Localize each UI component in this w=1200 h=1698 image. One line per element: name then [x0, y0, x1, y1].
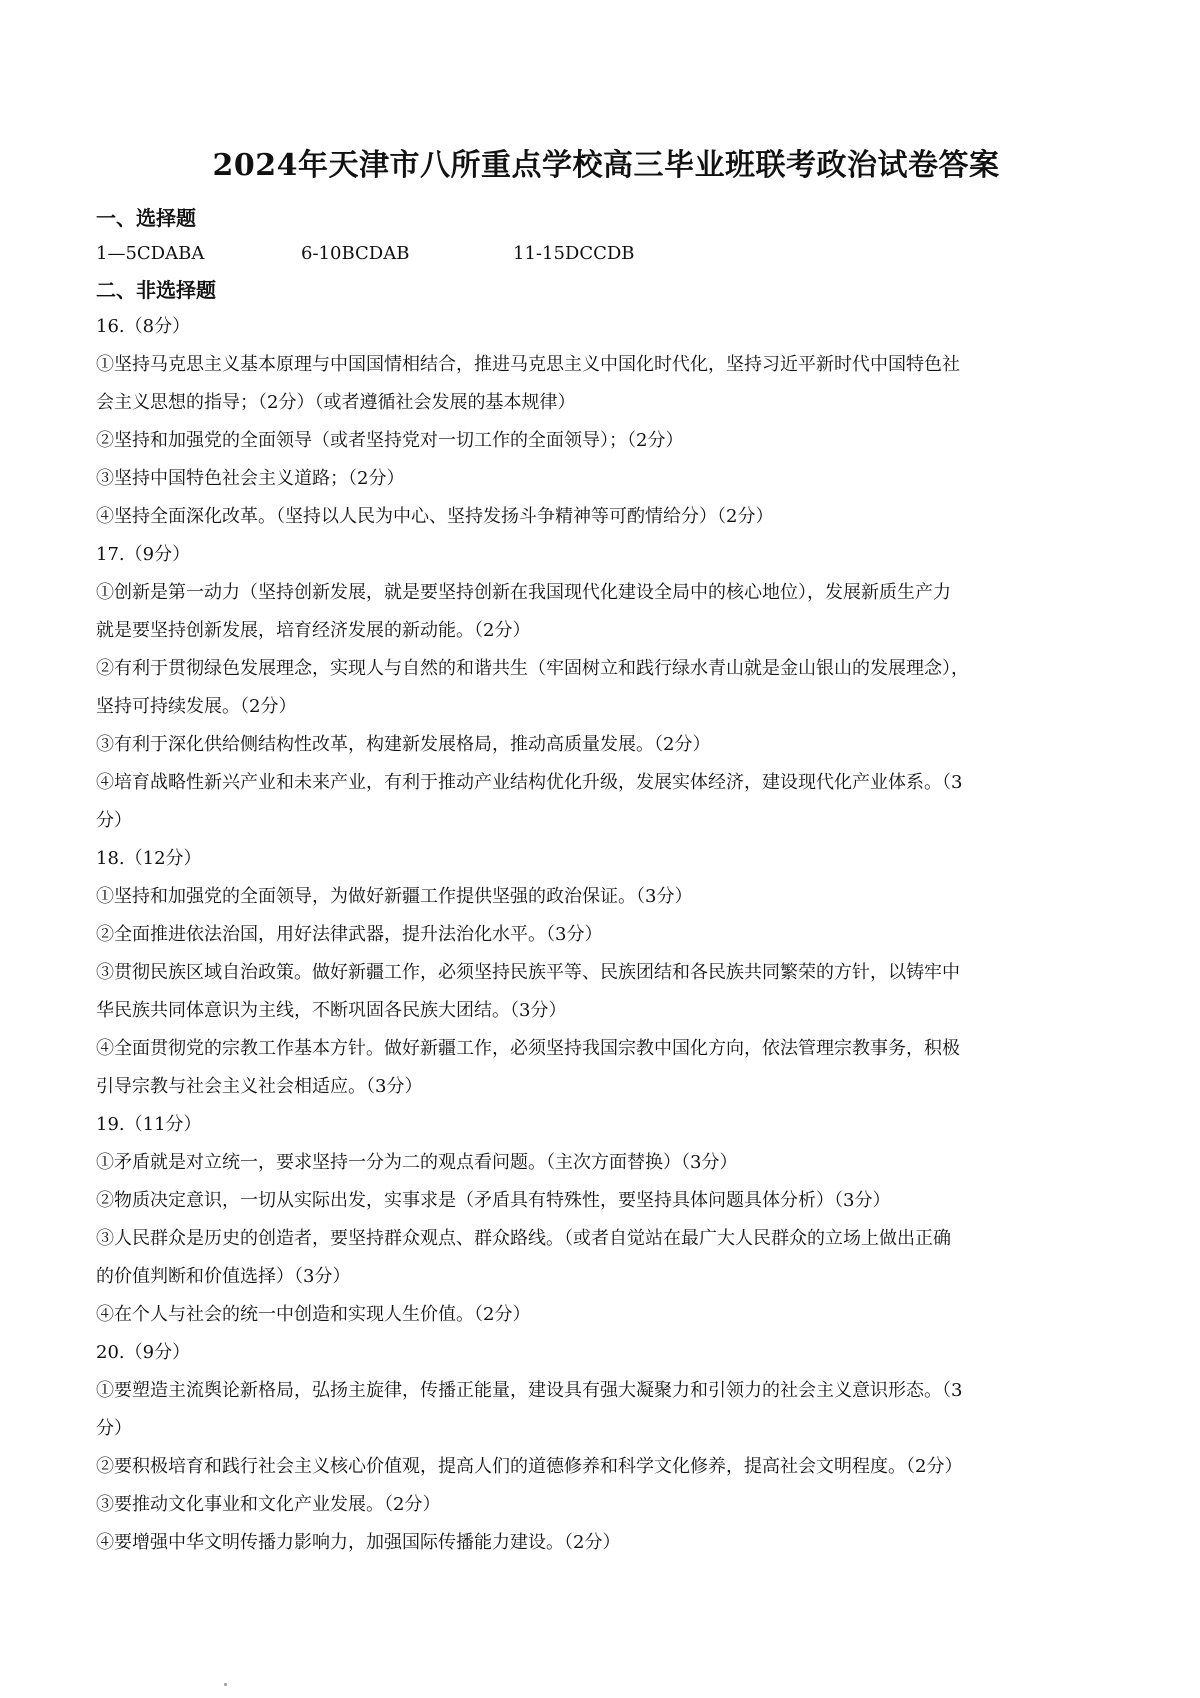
answer-line: ③贯彻民族区域自治政策。做好新疆工作，必须坚持民族平等、民族团结和各民族共同繁荣的方针，以铸牢中: [96, 962, 960, 983]
page-title: 2024年天津市八所重点学校高三毕业班联考政治试卷答案: [212, 148, 1000, 183]
choice-answers-1-5: 1—5CDABA: [96, 243, 205, 264]
answer-line: 坚持可持续发展。（2分）: [96, 696, 297, 717]
answer-line: ④要增强中华文明传播力影响力，加强国际传播能力建设。（2分）: [96, 1532, 621, 1553]
question-block: [96, 536, 1116, 840]
question-block: [96, 1106, 1116, 1334]
question-list: [96, 308, 1116, 1562]
answer-line: ①坚持和加强党的全面领导，为做好新疆工作提供坚强的政治保证。（3分）: [96, 886, 693, 907]
answer-line: ②坚持和加强党的全面领导（或者坚持党对一切工作的全面领导）；（2分）: [96, 430, 684, 451]
answer-line: ①坚持马克思主义基本原理与中国国情相结合，推进马克思主义中国化时代化，坚持习近平新时代中国特色社: [96, 354, 960, 375]
answer-line: ①矛盾就是对立统一，要求坚持一分为二的观点看问题。（主次方面替换）（3分）: [96, 1152, 738, 1173]
question-heading: 18.（12分）: [96, 848, 202, 869]
answer-line: ③要推动文化事业和文化产业发展。（2分）: [96, 1494, 441, 1515]
answer-line: 就是要坚持创新发展，培育经济发展的新动能。（2分）: [96, 620, 531, 641]
answer-line: ④全面贯彻党的宗教工作基本方针。做好新疆工作，必须坚持我国宗教中国化方向，依法管理宗教事务，积极: [96, 1038, 960, 1059]
answer-line: ④培育战略性新兴产业和未来产业，有利于推动产业结构优化升级，发展实体经济，建设现代化产业体系。（3: [96, 772, 963, 793]
answer-line: ④在个人与社会的统一中创造和实现人生价值。（2分）: [96, 1304, 531, 1325]
answer-line: 华民族共同体意识为主线，不断巩固各民族大团结。（3分）: [96, 1000, 567, 1021]
choice-answers: [96, 236, 1116, 272]
answer-line: 分）: [96, 810, 132, 831]
answer-line: ③人民群众是历史的创造者，要坚持群众观点、群众路线。（或者自觉站在最广大人民群众的立场上做出正确: [96, 1228, 951, 1249]
answer-sheet: [96, 140, 1116, 1562]
answer-line: ④坚持全面深化改革。（坚持以人民为中心、坚持发扬斗争精神等可酌情给分）（2分）: [96, 506, 774, 527]
choice-answers-6-10: 6-10BCDAB: [301, 243, 410, 264]
answer-line: ②有利于贯彻绿色发展理念，实现人与自然的和谐共生（牢固树立和践行绿水青山就是金山银山的发展理念），: [96, 658, 969, 679]
question-block: [96, 840, 1116, 1106]
question-block: [96, 308, 1116, 536]
answer-line: ③坚持中国特色社会主义道路；（2分）: [96, 468, 405, 489]
question-block: [96, 1334, 1116, 1562]
question-heading: 16.（8分）: [96, 316, 191, 337]
answer-line: ②要积极培育和践行社会主义核心价值观，提高人们的道德修养和科学文化修养，提高社会文明程度。（2分）: [96, 1456, 963, 1477]
section-heading-nonchoice: 二、非选择题: [96, 278, 216, 302]
question-heading: 20.（9分）: [96, 1342, 191, 1363]
footer-mark: [224, 1683, 227, 1686]
answer-line: 会主义思想的指导；（2分）（或者遵循社会发展的基本规律）: [96, 392, 576, 413]
answer-line: ①要塑造主流舆论新格局，弘扬主旋律，传播正能量，建设具有强大凝聚力和引领力的社会主义意识形态。（3: [96, 1380, 963, 1401]
choice-answers-11-15: 11-15DCCDB: [513, 243, 635, 264]
answer-line: 的价值判断和价值选择）（3分）: [96, 1266, 351, 1287]
answer-line: 引导宗教与社会主义社会相适应。（3分）: [96, 1076, 423, 1097]
answer-line: 分）: [96, 1418, 132, 1439]
section-heading-choice: 一、选择题: [96, 206, 196, 230]
answer-line: ②全面推进依法治国，用好法律武器，提升法治化水平。（3分）: [96, 924, 603, 945]
answer-line: ③有利于深化供给侧结构性改革，构建新发展格局，推动高质量发展。（2分）: [96, 734, 711, 755]
answer-line: ①创新是第一动力（坚持创新发展，就是要坚持创新在我国现代化建设全局中的核心地位），发展新质生产力: [96, 582, 951, 603]
answer-line: ②物质决定意识，一切从实际出发，实事求是（矛盾具有特殊性，要坚持具体问题具体分析）（3分）: [96, 1190, 891, 1211]
question-heading: 19.（11分）: [96, 1114, 202, 1135]
question-heading: 17.（9分）: [96, 544, 191, 565]
